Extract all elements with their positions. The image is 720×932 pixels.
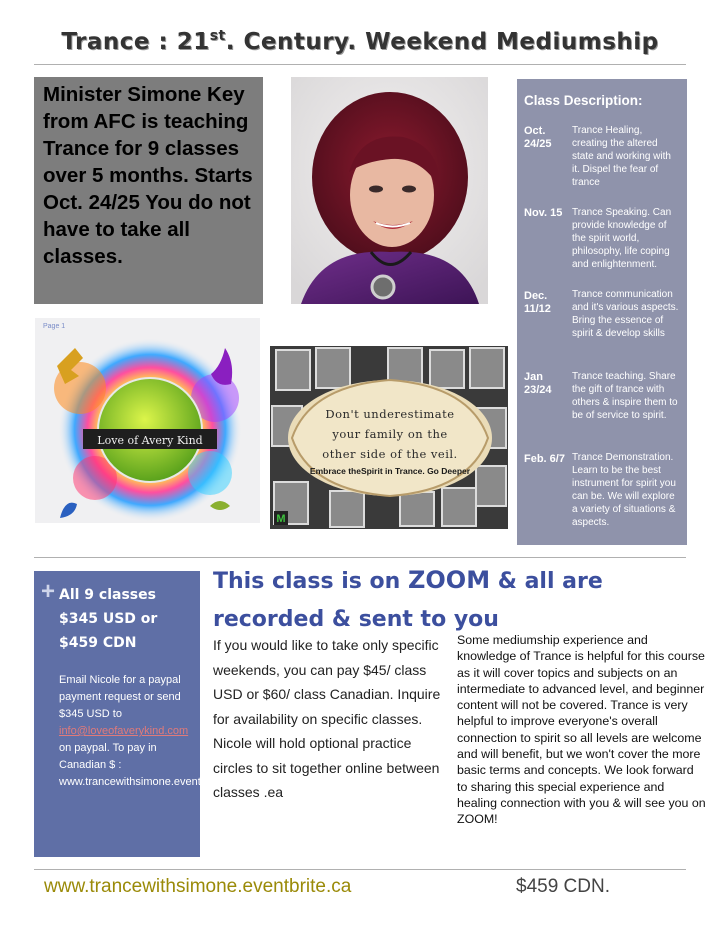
class-date-dec: Dec. 11/12: [524, 290, 551, 315]
class-date-nov: Nov. 15: [524, 207, 563, 219]
class-date-jan: Jan 23/24: [524, 371, 552, 396]
pricing-box: [34, 571, 237, 857]
intro-text: Minister Simone Key from AFC is teaching Trance for 9 classes over 5 months. Starts Oct. 24/25 You do not have to take all classes.: [43, 83, 253, 268]
top-divider: [34, 64, 686, 65]
email-link[interactable]: info@loveofaverykind.com: [59, 725, 189, 737]
veil-line-3: other side of the veil.: [322, 447, 458, 461]
middle-divider: [34, 557, 686, 558]
veil-corner-mark: M: [276, 513, 286, 525]
class-date-oct: Oct. 24/25: [524, 125, 552, 150]
class-description-box: [517, 79, 687, 545]
veil-tagline: Embrace theSpirit in Trance. Go Deeper: [309, 466, 471, 476]
class-text-nov: Trance Speaking. Can provide knowledge of the spirit world, philosophy, life coping and enlightenment.: [572, 207, 672, 270]
price-summary: All 9 classes $345 USD or $459 CDN: [59, 587, 158, 651]
page-label: Page 1: [43, 323, 66, 330]
class-text-dec: Trance communication and it's various aspects. Bring the essence of spirit & develop skills: [572, 289, 679, 339]
zoom-heading: This class is on ZOOM & all are recorded & sent to you: [213, 566, 603, 632]
teacher-portrait: [291, 77, 488, 304]
payment-instructions: Email Nicole for a paypal payment request or send $345 USD to info@loveofaverykind.com on paypal. To pay in Canadian $ : www.trancewithsimone.eventbrite.ca: [59, 674, 237, 788]
class-text-oct: Trance Healing, creating the altered state and working with it. Dispel the fear of trance: [572, 125, 671, 188]
experience-text: Some mediumship experience and knowledge of Trance is helpful for this course as it will cover topics and subjects on an intermediate to advanced level, and beginner content will not be covered. Trance is very helpful to improve everyone's overall connection to spirit so all levels are welcome and will benefit, but we won't cover the more basic terms and concepts. We look forward to sharing this special experience and healing connection with you & will see you on ZOOM!: [457, 633, 706, 827]
intro-box: [34, 77, 263, 304]
family-veil-image: [270, 346, 508, 529]
class-description-heading: Class Description:: [524, 93, 643, 108]
footer-eventbrite-link[interactable]: www.trancewithsimone.eventbrite.ca: [44, 876, 352, 897]
class-text-jan: Trance teaching. Share the gift of trance with others & inspire them to be of service to spirit.: [572, 371, 678, 421]
veil-line-2: your family on the: [332, 427, 448, 441]
footer-price: $459 CDN.: [516, 876, 610, 897]
class-text-feb: Trance Demonstration. Learn to be the best instrument for spirit you can be. We will explore a variety of situations & aspects.: [572, 452, 676, 528]
bottom-divider: [34, 869, 686, 870]
plus-icon: +: [41, 578, 56, 605]
weekends-text: If you would like to take only specific weekends, you can pay $45/ class USD or $60/ class Canadian. Inquire for availability on specific classes. Nicole will hold optional practice circles to sit together online between classes .ea: [213, 637, 441, 800]
love-logo-text: Love of Avery Kind: [97, 434, 203, 447]
love-of-avery-kind-image: [35, 318, 260, 523]
class-date-feb: Feb. 6/7: [524, 453, 565, 465]
veil-line-1: Don't underestimate: [325, 407, 455, 421]
page-title: Trance : 21st. Century. Weekend Mediumship: [61, 28, 659, 55]
